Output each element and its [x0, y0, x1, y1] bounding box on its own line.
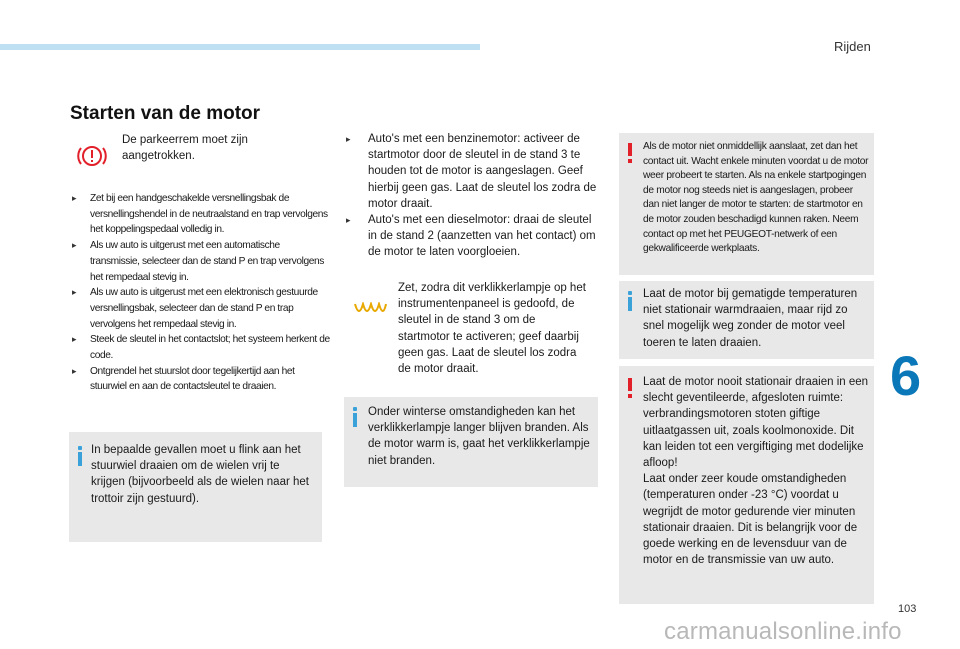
info-winter-text: Onder winterse omstandigheden kan het verklikkerlampje langer blijven branden. Als de motor warm is, gaat het verklikkerlampje niet branden. — [368, 406, 590, 467]
info-steering-text: In bepaalde gevallen moet u flink aan het stuurwiel draaien om de wielen vrij te krijgen (bijvoorbeeld als de wielen naar het trottoir zijn gestuurd). — [91, 444, 309, 505]
parking-brake-warning-icon — [77, 143, 107, 169]
page-number: 103 — [898, 603, 917, 615]
engine-steps-list — [344, 131, 598, 261]
info-icon — [626, 291, 634, 313]
warning-icon — [626, 143, 634, 165]
chapter-number: 6 — [890, 344, 922, 407]
list-item: ▸ Ontgrendel het stuurslot door tegelijkertijd aan het stuurwiel en aan de contactsleutel te draaien. — [70, 364, 330, 395]
info-temperate-text: Laat de motor bij gematigde temperaturen niet stationair warmdraaien, maar rijd zo snel mogelijk weg zonder de motor veel toeren te laten draaien. — [643, 288, 858, 349]
warning-no-start-text: Als de motor niet onmiddellijk aanslaat, zet dan het contact uit. Wacht enkele minuten voordat u de motor weer probeert te starten. Als na enkele startpogingen de motor nog steeds niet is aangeslagen, probeer dan niet langer de motor te starten: de startmotor en de motor zouden beschadigd kunnen raken. Neem contact op met het PEUGEOT-netwerk of een gekwalificeerde werkplaats. — [643, 141, 869, 255]
warning-idle-paragraph-2: Laat onder zeer koude omstandigheden (temperaturen onder -23 °C) voordat u wegrijdt de motor gedurende vier minuten stationair draaien. Dit is belangrijk voor de goede werking en de levensduur van de motor en de transmissie van uw auto. — [643, 473, 858, 567]
watermark: carmanualsonline.info — [664, 618, 902, 645]
start-steps-list — [70, 191, 330, 395]
list-item: ▸ Auto's met een dieselmotor: draai de sleutel in de stand 2 (aanzetten van het contact) om de motor te laten voorgloeien. — [344, 212, 598, 261]
info-icon — [351, 407, 359, 429]
list-item: ▸ Als uw auto is uitgerust met een elektronisch gestuurde versnellingsbak, selecteer dan de stand P en trap vervolgens het rempedaal stevig in. — [70, 285, 330, 332]
list-item: ▸ Als uw auto is uitgerust met een automatische transmissie, selecteer dan de stand P en trap vervolgens het rempedaal stevig in. — [70, 238, 330, 285]
warning-icon — [626, 378, 634, 400]
list-item: ▸ Zet bij een handgeschakelde versnellingsbak de versnellingshendel in de neutraalstand en trap vervolgens het koppelingspedaal volledig in. — [70, 191, 330, 238]
list-item: ▸ Auto's met een benzinemotor: activeer de startmotor door de sleutel in de stand 3 te houden tot de motor is aangeslagen. Geef hierbij geen gas. Laat de sleutel los zodra de motor draait. — [344, 131, 598, 212]
chapter-title: Rijden — [834, 39, 871, 54]
top-header-bar — [0, 44, 480, 50]
info-icon — [76, 446, 84, 468]
glow-plug-text: Zet, zodra dit verklikkerlampje op het instrumentenpaneel is gedoofd, de sleutel in de stand 3 om de startmotor te activeren; geef daarbij geen gas. Laat de sleutel los zodra de motor draait. — [398, 282, 586, 376]
warning-idle-text — [643, 374, 871, 568]
section-title: Starten van de motor — [70, 103, 261, 124]
warning-idle-paragraph-1: Laat de motor nooit stationair draaien in een slecht geventileerde, afgesloten ruimte: verbrandingsmotoren stoten giftige uitlaatgassen uit, zoals koolmonoxide. Dit kan leiden tot een vergiftiging met dodelijke afloop! — [643, 376, 869, 470]
parking-brake-text: De parkeerrem moet zijn aangetrokken. — [122, 134, 248, 162]
list-item: ▸ Steek de sleutel in het contactslot; het systeem herkent de code. — [70, 332, 330, 363]
glow-plug-icon — [353, 302, 387, 318]
